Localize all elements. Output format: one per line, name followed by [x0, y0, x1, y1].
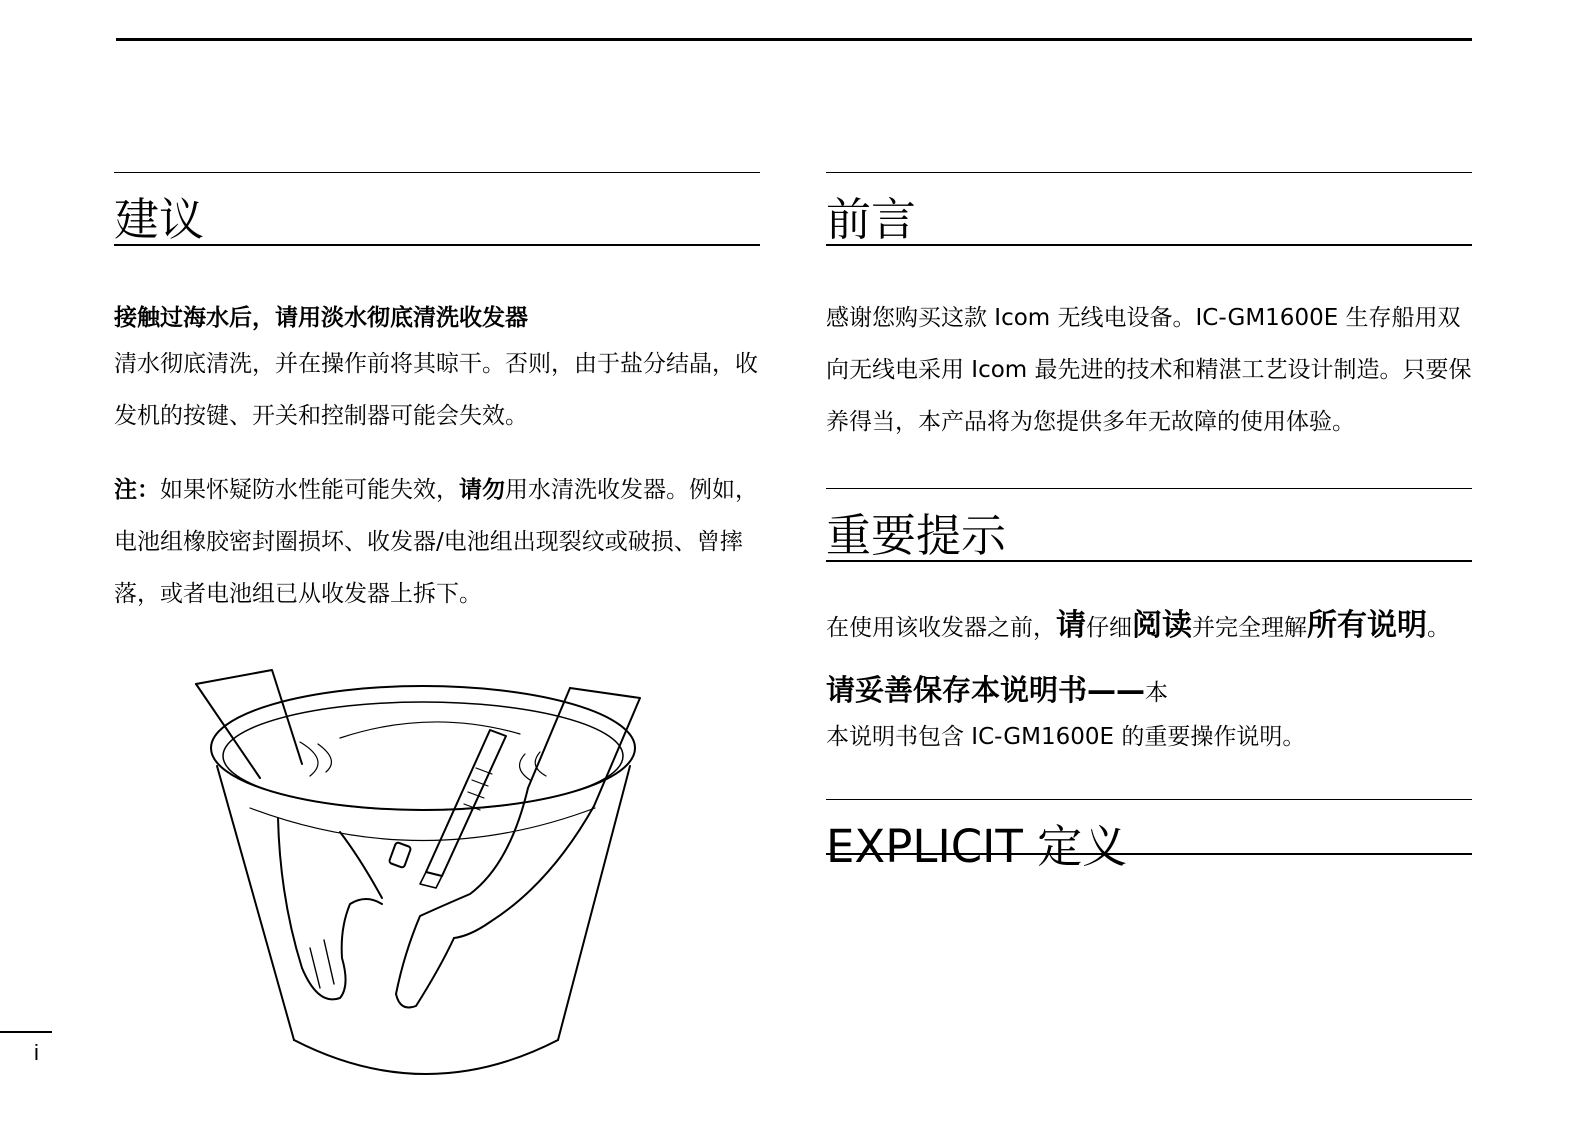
note-label: 注：: [114, 477, 160, 503]
important-heading: 重要提示: [826, 509, 1007, 562]
read-instructions-paragraph: [826, 598, 1472, 656]
ripple: [318, 744, 331, 772]
right-hand: [396, 788, 528, 1008]
right-hand-edge: [454, 806, 594, 938]
page-number: i: [34, 1040, 39, 1065]
bucket-rim-inner: [223, 702, 623, 810]
top-rule: [116, 38, 1472, 41]
explicit-section: [826, 799, 1472, 873]
keep-manual-text: 本说明书包含 IC-GM1600E 的重要操作说明。: [826, 724, 1306, 750]
left-hand: [278, 818, 382, 999]
radio-antenna: [426, 730, 506, 876]
read-bold-1: 请: [1056, 608, 1086, 643]
rinse-subheading: 接触过海水后，请用淡水彻底清洗收发器: [114, 305, 528, 331]
read-text-3: 并完全理解: [1192, 615, 1307, 641]
bucket-bottom: [294, 1040, 558, 1074]
section-heading-bar: [114, 172, 760, 246]
read-bold-3: 所有说明: [1307, 608, 1427, 643]
foreword-paragraph: 感谢您购买这款 Icom 无线电设备。IC-GM1600E 生存船用双向无线电采用 Icom 最先进的技术和精湛工艺设计制造。只要保养得当，本产品将为您提供多年无故障的使用体验。: [826, 305, 1472, 435]
explicit-heading: EXPLICIT 定义: [826, 820, 1128, 873]
recommendation-heading: 建议: [114, 193, 205, 246]
washing-illustration: [190, 668, 650, 1088]
left-fingers: [310, 940, 334, 988]
ripple: [300, 742, 318, 776]
ripple: [520, 754, 530, 780]
read-bold-2: 阅读: [1132, 608, 1192, 643]
note-paragraph: [114, 464, 760, 620]
read-text-1: 在使用该收发器之前，: [826, 615, 1056, 641]
note-bold: 请勿: [459, 477, 505, 503]
foreword-heading: 前言: [826, 193, 917, 246]
section-heading-bar: [826, 172, 1472, 246]
note-text-2: 用水清洗收发器。例如，电池组橡胶密封圈损坏、收发器/电池组出现裂纹或破损、曾摔落，或者电池组已从收发器上拆下。: [114, 477, 758, 607]
section-heading-bar: [826, 799, 1472, 873]
recommendation-section: [114, 172, 760, 620]
foreword-section: [826, 172, 1472, 448]
bucket-inner-edge: [250, 808, 595, 841]
radio-cap: [389, 842, 412, 868]
note-text-1: 如果怀疑防水性能可能失效，: [160, 477, 459, 503]
rinse-paragraph: 清水彻底清洗，并在操作前将其晾干。否则，由于盐分结晶，收发机的按键、开关和控制器可能会失效。: [114, 351, 758, 429]
right-column: [826, 172, 1472, 873]
bucket-rim-outer: [211, 686, 635, 810]
page-number-rule: [0, 1031, 52, 1033]
section-heading-bar: [826, 488, 1472, 562]
left-column: [114, 172, 760, 620]
left-sleeve-edge: [196, 684, 260, 778]
important-section: [826, 488, 1472, 759]
keep-manual-tail: 本: [1145, 680, 1169, 706]
keep-manual-bold: 请妥善保存本说明书——: [826, 673, 1146, 707]
radio-body-end: [420, 872, 442, 888]
read-text-4: 。: [1427, 615, 1450, 641]
keep-manual-heading: [826, 670, 1472, 713]
left-hand-edge: [340, 832, 382, 898]
water-surface: [340, 722, 520, 738]
bucket-side-left: [217, 766, 294, 1040]
right-sleeve-edge: [528, 688, 570, 788]
read-text-2: 仔细: [1086, 615, 1132, 641]
